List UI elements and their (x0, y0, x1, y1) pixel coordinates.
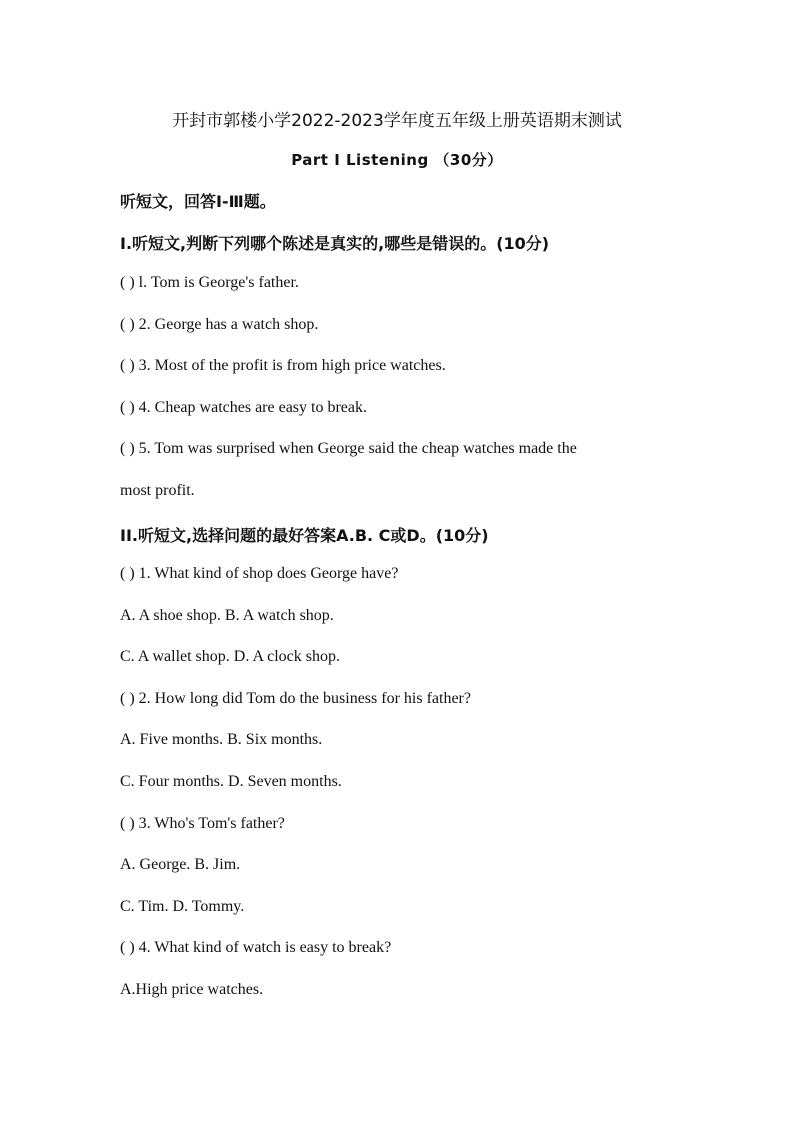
part-heading: Part I Listening （30分） (291, 151, 503, 169)
question-line: ( ) 1. What kind of shop does George have? (120, 565, 399, 582)
exam-title: 开封市郭楼小学2022-2023学年度五年级上册英语期末测试 (172, 111, 622, 131)
section2-heading: II.听短文,选择问题的最好答案A.B. C或D。(10分) (120, 526, 489, 545)
section1-heading: I.听短文,判断下列哪个陈述是真实的,哪些是错误的。(10分) (120, 234, 550, 253)
answer-options: A. Five months. B. Six months. (120, 731, 323, 748)
question-line: ( ) 3. Most of the profit is from high price watches. (120, 357, 446, 374)
question-line: ( ) 2. How long did Tom do the business for his father? (120, 690, 471, 707)
question-line-continued: most profit. (120, 482, 195, 499)
question-line: ( ) 3. Who's Tom's father? (120, 815, 285, 832)
question-line: ( ) l. Tom is George's father. (120, 274, 299, 291)
question-line: ( ) 5. Tom was surprised when George said the cheap watches made the (120, 440, 577, 457)
answer-options: C. Tim. D. Tommy. (120, 898, 245, 915)
answer-options: A. A shoe shop. B. A watch shop. (120, 607, 334, 624)
answer-options: C. Four months. D. Seven months. (120, 773, 342, 790)
question-line: ( ) 2. George has a watch shop. (120, 316, 319, 333)
intro-instruction: 听短文，回答Ⅰ-Ⅲ题。 (120, 192, 276, 211)
question-line: ( ) 4. Cheap watches are easy to break. (120, 399, 367, 416)
answer-options: C. A wallet shop. D. A clock shop. (120, 648, 340, 665)
answer-options: A.High price watches. (120, 981, 264, 998)
question-line: ( ) 4. What kind of watch is easy to break? (120, 939, 392, 956)
answer-options: A. George. B. Jim. (120, 856, 241, 873)
